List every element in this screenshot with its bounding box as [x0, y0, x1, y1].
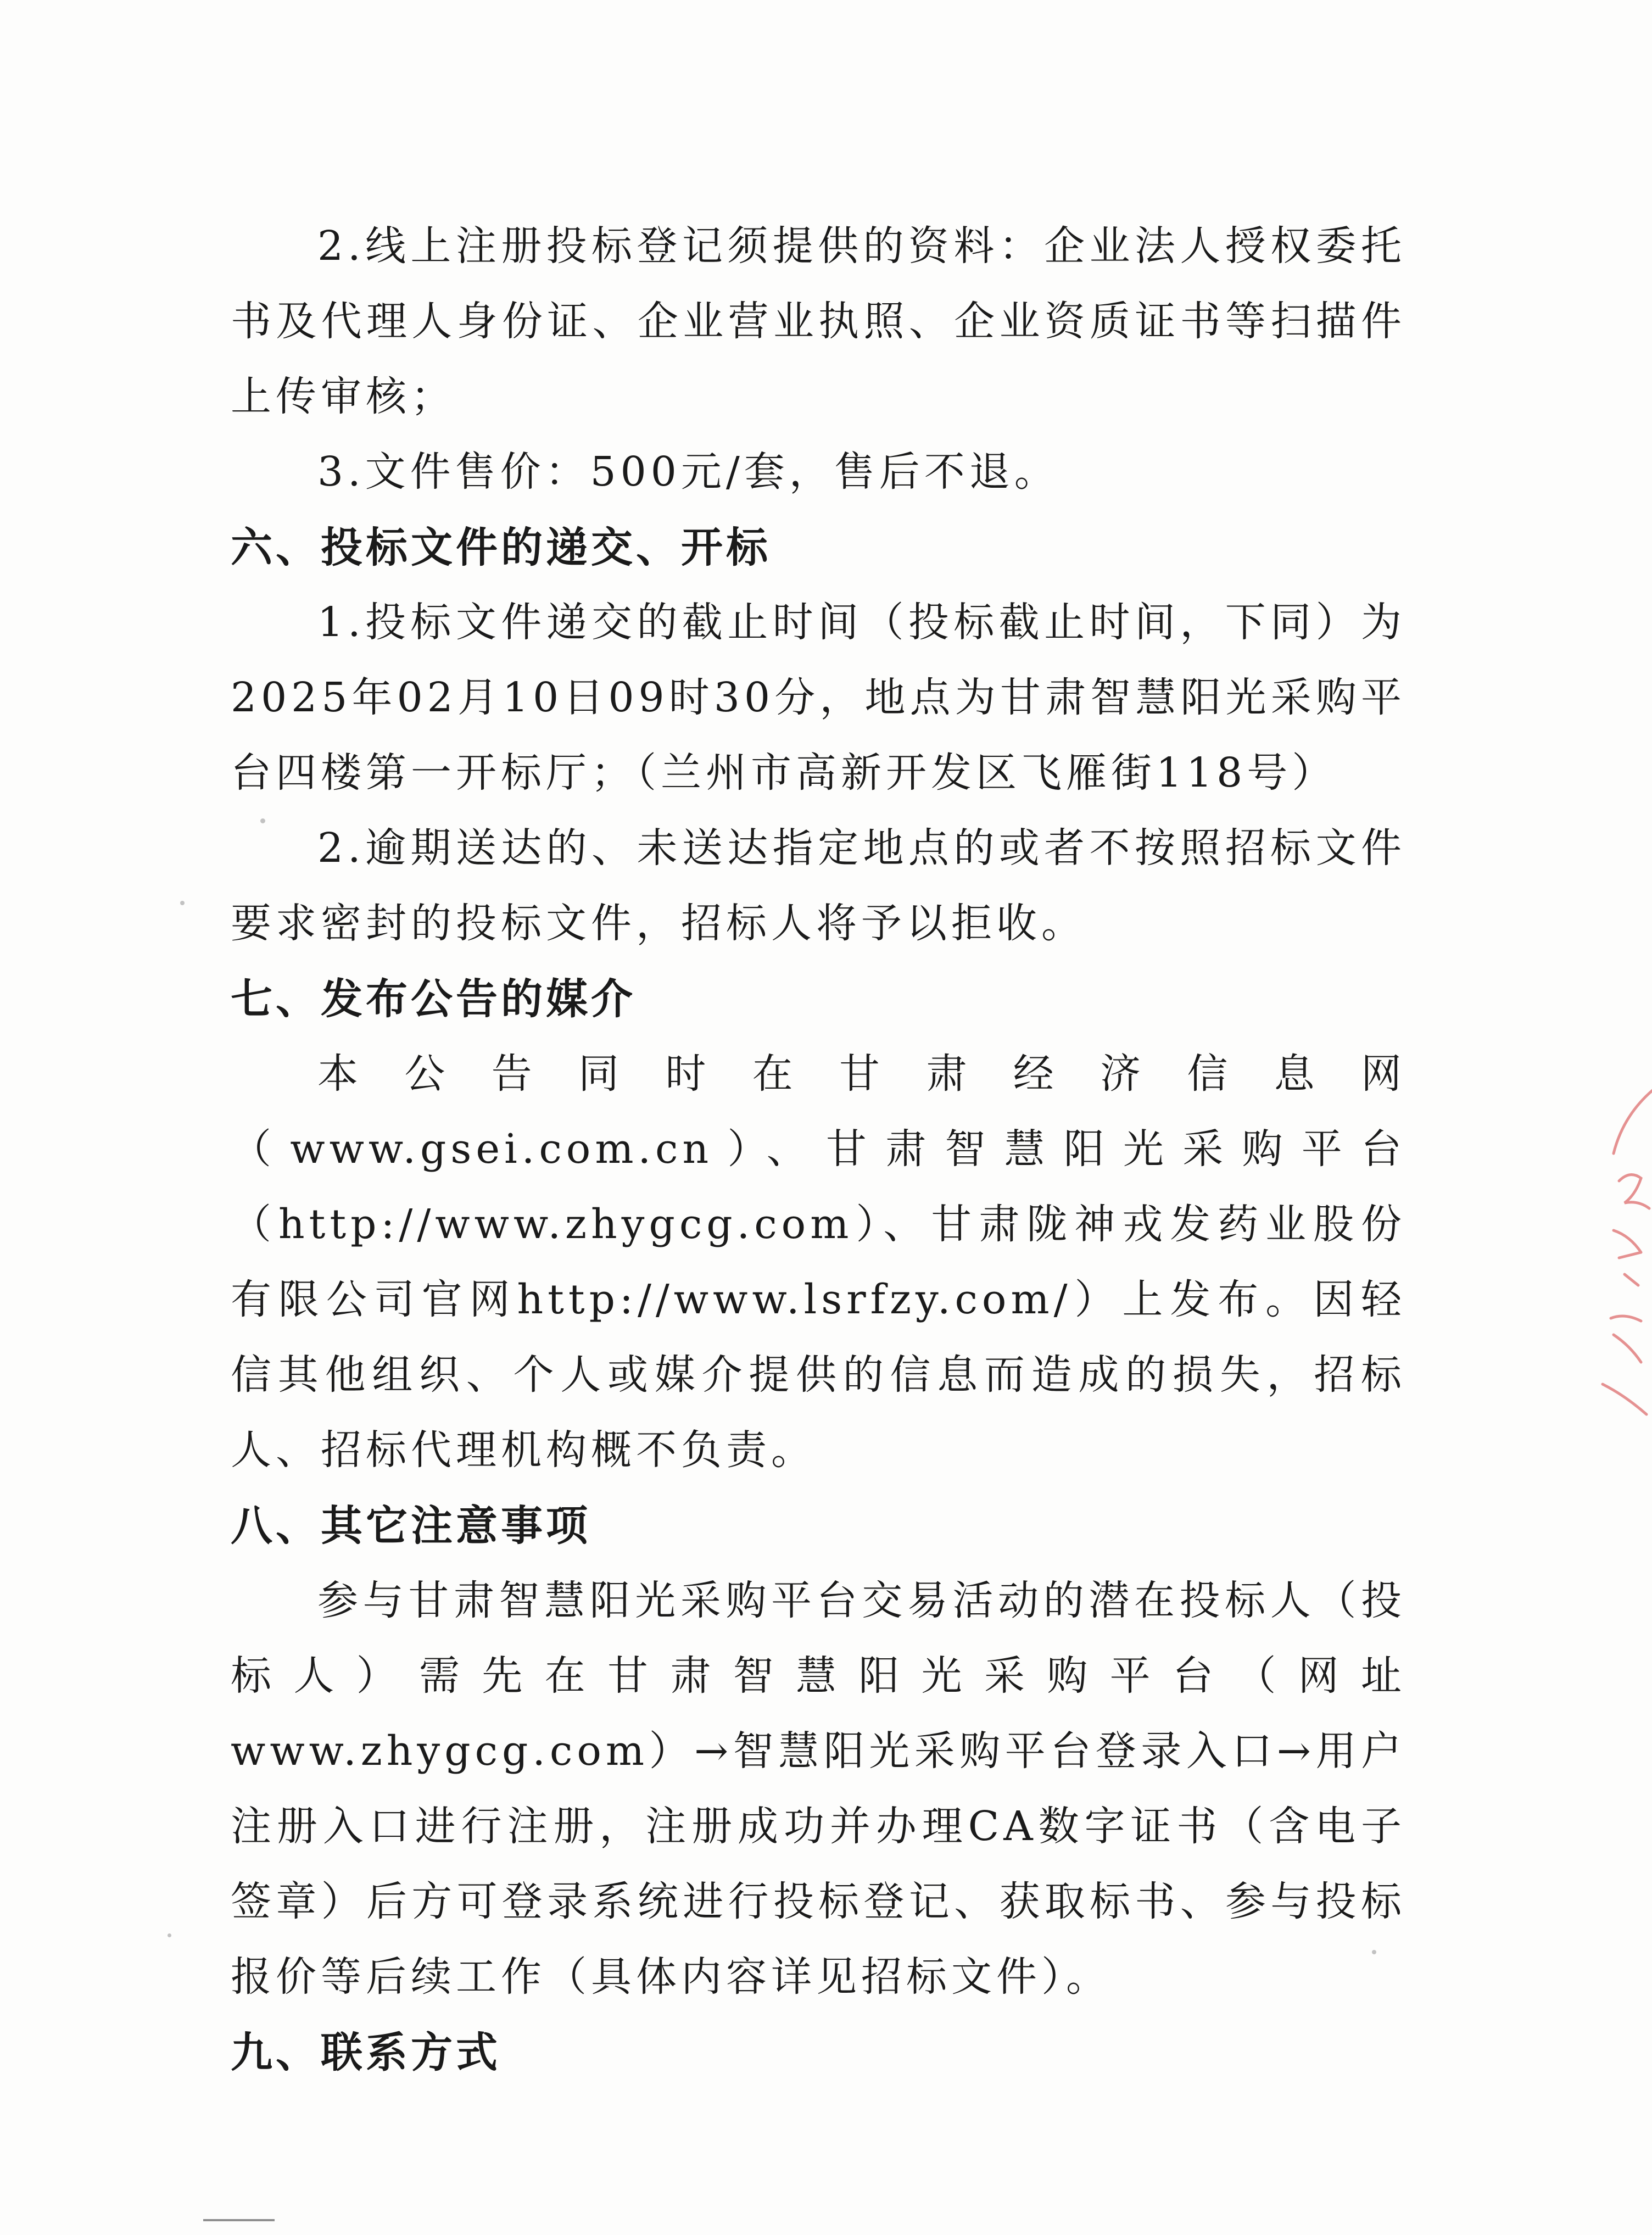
paragraph-deadline: 1.投标文件递交的截止时间（投标截止时间，下同）为2025年02月10日09时30分，地点为甘肃智慧阳光采购平台四楼第一开标厅；（兰州市高新开发区飞雁街118号）: [231, 599, 1406, 796]
paragraph-document-price: 3.文件售价：500元/套，售后不退。: [317, 448, 1059, 495]
scan-speck: [168, 1933, 171, 1937]
paragraph-platform-registration: 参与甘肃智慧阳光采购平台交易活动的潜在投标人（投标人）需先在甘肃智慧阳光采购平台（网址www.zhygcg.com）→智慧阳光采购平台登录入口→用户注册入口进行注册，注册成功并办理CA数字证书（含电子签章）后方可登录系统进行投标登记、获取标书、参与投标报价等后续工作（具体内容详见招标文件）。: [231, 1577, 1406, 2000]
section-heading-media: 七、发布公告的媒介: [231, 974, 636, 1023]
scan-edge-mark: [203, 2219, 275, 2221]
paragraph-late-submission: 2.逾期送达的、未送达指定地点的或者不按照招标文件要求密封的投标文件，招标人将予以拒收。: [231, 824, 1406, 947]
scan-speck: [1372, 1950, 1376, 1954]
section-heading-notes: 八、其它注意事项: [231, 1501, 591, 1550]
paragraph-publication-media: 本公告同时在甘肃经济信息网（www.gsei.com.cn）、甘肃智慧阳光采购平台（http://www.zhygcg.com）、甘肃陇神戎发药业股份有限公司官网http://www.lsrfzy.com/）上发布。因轻信其他组织、个人或媒介提供的信息而造成的损失，招标人、招标代理机构概不负责。: [231, 1050, 1406, 1474]
document-body: [231, 209, 1406, 2090]
scan-speck: [260, 818, 265, 823]
section-heading-submission: 六、投标文件的递交、开标: [231, 523, 771, 572]
scan-speck: [180, 901, 185, 905]
seal-stamp-fragment: [1581, 1077, 1652, 1417]
paragraph-registration-materials: 2.线上注册投标登记须提供的资料：企业法人授权委托书及代理人身份证、企业营业执照、企业资质证书等扫描件上传审核；: [231, 222, 1406, 420]
section-heading-contact: 九、联系方式: [231, 2028, 501, 2077]
